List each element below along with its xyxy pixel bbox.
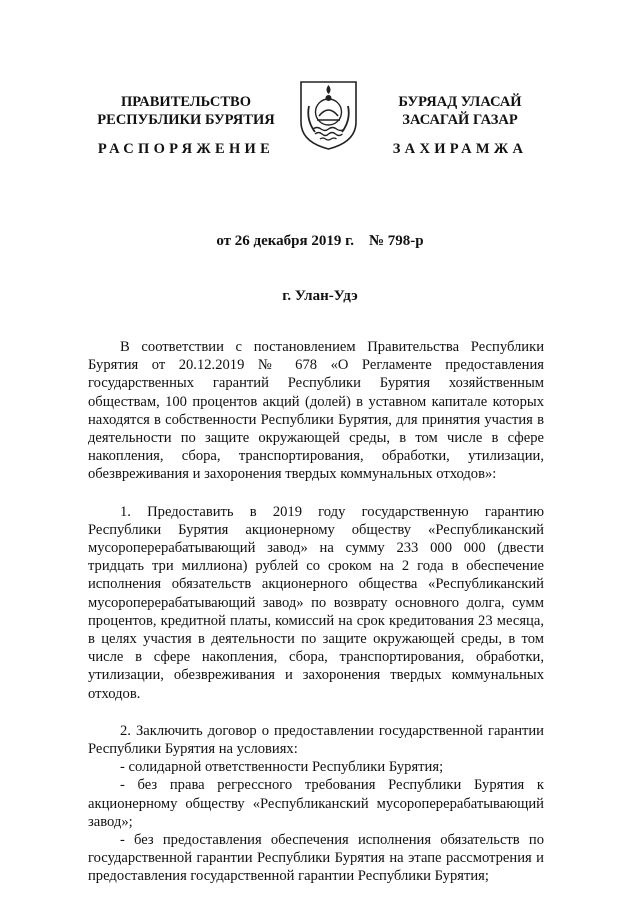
government-header-ru-line1: ПРАВИТЕЛЬСТВО (121, 94, 251, 110)
document-type-bur: ЗАХИРАМЖА (392, 141, 528, 157)
document-date-number: от 26 декабря 2019 г. № 798-р (216, 233, 424, 249)
item-2-paragraph: 2. Заключить договор о предоставлении государственной гарантии Республики Бурятия на условиях: (88, 722, 544, 758)
government-header-bur-line1: БУРЯАД УЛАСАЙ (398, 94, 522, 110)
emblem-buryatia-icon (297, 76, 360, 151)
government-header-ru-line2: РЕСПУБЛИКИ БУРЯТИЯ (97, 112, 275, 128)
government-header-bur (375, 93, 545, 129)
item-2-condition-b: - без права регрессного требования Республики Бурятия к акционерному обществу «Республиканский мусороперерабатывающий завод»; (88, 777, 544, 830)
document-type-ru: РАСПОРЯЖЕНИЕ (97, 141, 275, 157)
document-city: г. Улан-Удэ (282, 288, 358, 304)
government-header-ru (88, 93, 284, 129)
item-2-condition-c: - без предоставления обеспечения исполнения обязательств по государственной гарантии Республики Бурятия на этапе рассмотрения и предоставления государственной гарантии Республики Бурятия; (88, 832, 544, 885)
government-header-bur-line2: ЗАСАГАЙ ГАЗАР (402, 112, 518, 128)
item-1-paragraph: 1. Предоставить в 2019 году государственную гарантию Республики Бурятия акционерному обществу «Республиканский мусороперерабатывающий завод» на сумму 233 000 000 (двести тридцать три миллиона) рублей со сроком на 2 года в обеспечение исполнения обязательств акционерного общества «Республиканский мусороперерабатывающий завод» по возврату основного долга, сумм процентов, кредитной платы, комиссий на срок кредитования 23 месяца, в целях участия в деятельности по защите окружающей среды, в том числе в сфере накопления, сбора, транспортирования, обработки, утилизации, обезвреживания и захоронения твердых коммунальных отходов. (88, 503, 544, 702)
item-2-condition-a: - солидарной ответственности Республики Бурятия; (120, 759, 444, 776)
document-body (88, 338, 544, 886)
preamble-paragraph: В соответствии с постановлением Правительства Республики Бурятия от 20.12.2019 № 678 «О Регламенте предоставления государственных гарантий Республики Бурятия хозяйственным обществам, 100 процентов акций (долей) в уставном капитале которых находятся в собственности Республики Бурятия, для принятия участия в деятельности по защите окружающей среды, в том числе в сфере накопления, сбора, транспортирования, обработки, утилизации, обезвреживания и захоронения твердых коммунальных отходов»: (88, 339, 544, 483)
